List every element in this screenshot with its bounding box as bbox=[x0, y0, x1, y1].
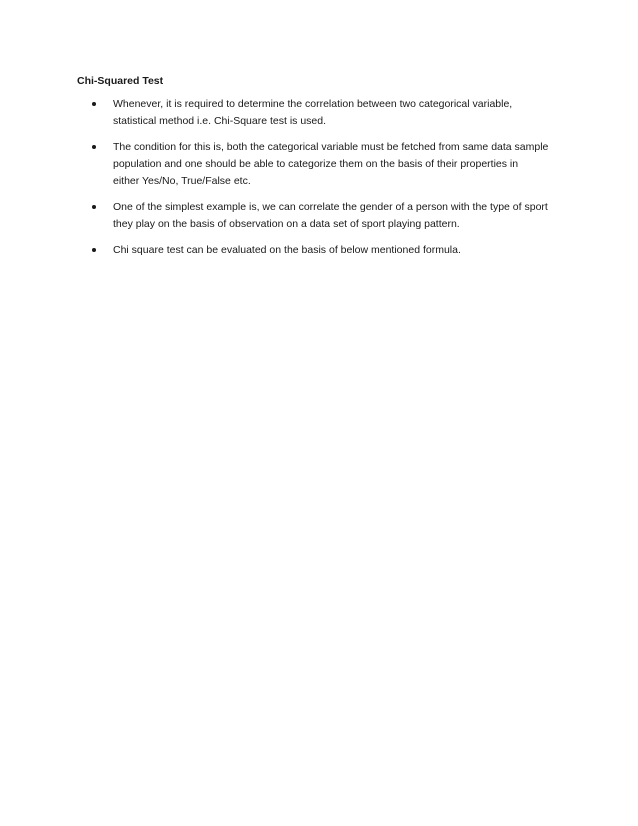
section-heading: Chi-Squared Test bbox=[77, 75, 164, 87]
bullet-item-example bbox=[77, 199, 558, 233]
bullet-item-correlation bbox=[77, 96, 558, 130]
bullet-list bbox=[77, 96, 558, 259]
bullet-icon bbox=[92, 205, 96, 209]
bullet-icon bbox=[92, 145, 96, 149]
bullet-line: either Yes/No, True/False etc. bbox=[113, 175, 251, 187]
bullet-icon bbox=[92, 102, 96, 106]
bullet-item-formula bbox=[77, 242, 558, 259]
bullet-line: The condition for this is, both the categorical variable must be fetched from same data sample bbox=[113, 141, 549, 153]
bullet-line: One of the simplest example is, we can correlate the gender of a person with the type of sport bbox=[113, 201, 548, 213]
bullet-line: Chi square test can be evaluated on the basis of below mentioned formula. bbox=[113, 244, 461, 256]
bullet-line: Whenever, it is required to determine the correlation between two categorical variable, bbox=[113, 98, 513, 110]
bullet-icon bbox=[92, 248, 96, 252]
bullet-line: population and one should be able to categorize them on the basis of their properties in bbox=[113, 158, 519, 170]
bullet-line: they play on the basis of observation on a data set of sport playing pattern. bbox=[113, 218, 460, 230]
bullet-line: statistical method i.e. Chi-Square test is used. bbox=[113, 115, 327, 127]
bullet-item-condition bbox=[77, 139, 558, 190]
